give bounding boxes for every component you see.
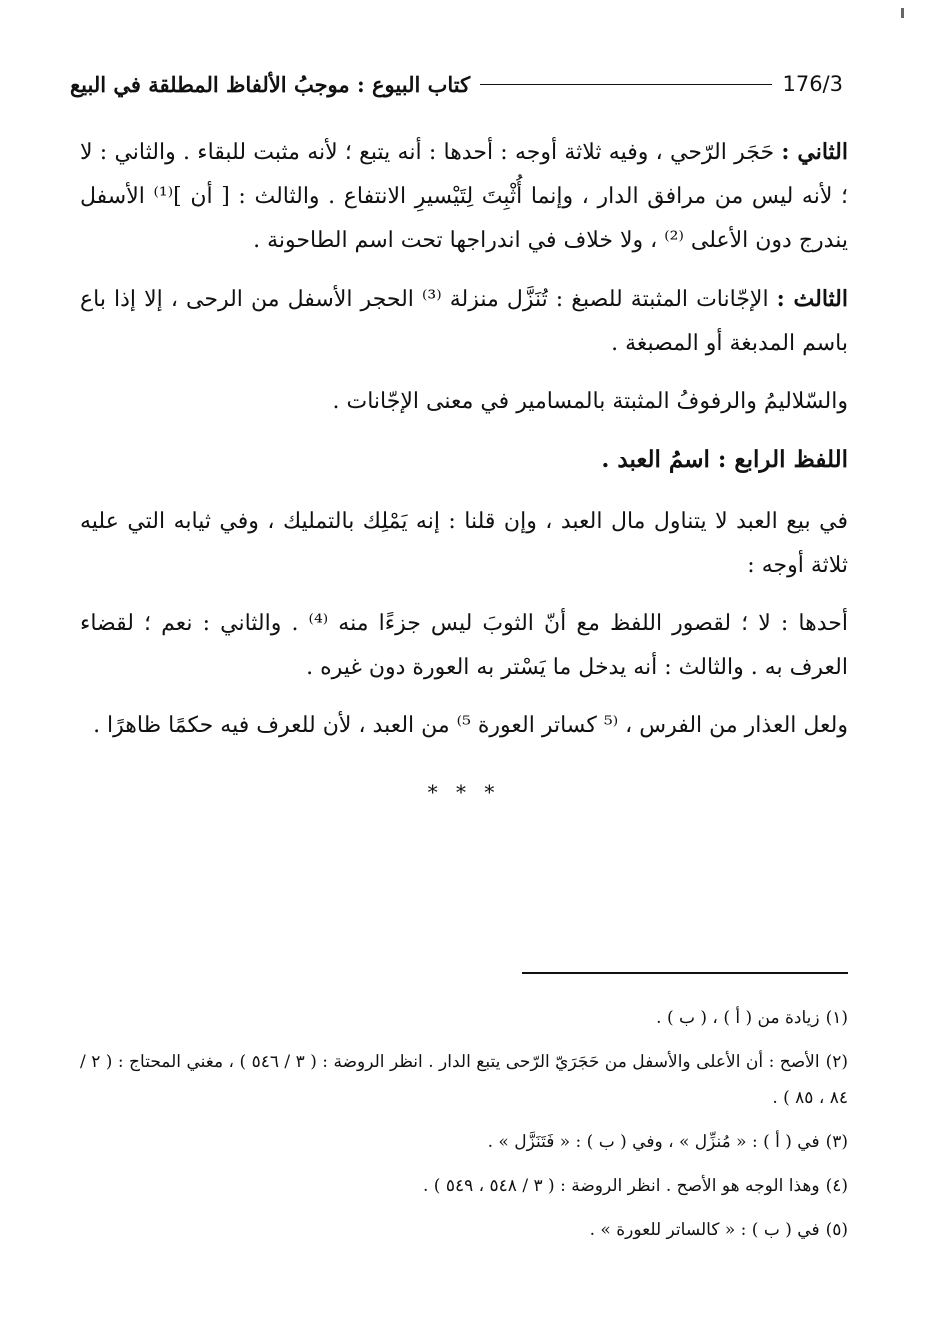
paragraph-lead: الثاني : — [781, 139, 848, 165]
footnote-rule — [522, 972, 848, 974]
footnote-text: في ( أ ) : « مُنزِّل » ، وفي ( ب ) : « فَتَنَزَّل » . — [487, 1132, 820, 1152]
paragraph-text: حَجَر الرّحي ، وفيه ثلاثة أوجه : أحدها : أنه يتبع ؛ لأنه مثبت للبقاء . والثاني : لا ؛ لأنه ليس من مرافق الدار ، وإنما أُثْبِتَ لِتَيْسيرِ الانتفاع . والثالث : [ أن ]⁽¹⁾ الأسفل يندرج دون الأعلى ⁽²⁾ ، ولا خلاف في اندراجها تحت اسم الطاحونة . — [80, 140, 848, 253]
footnote-number: (٢) — [825, 1052, 848, 1072]
section-heading: اللفظ الرابع : اسمُ العبد . — [601, 446, 848, 473]
footnote-number: (٥) — [825, 1220, 848, 1240]
footnotes — [80, 1000, 848, 1256]
paragraph-text: والسّلاليمُ والرفوفُ المثبتة بالمسامير في معنى الإجّانات . — [332, 389, 848, 414]
page-number: 176/3 — [782, 72, 843, 96]
footnote-number: (٤) — [825, 1176, 848, 1196]
footnote-1 — [80, 1000, 848, 1036]
section-separator: * * * — [427, 780, 501, 804]
paragraph-text: الإجّانات المثبتة للصبغ : تُنَزَّل منزلة ⁽³⁾ الحجر الأسفل من الرحى ، إلا إذا باع باسم المدبغة أو المصبغة . — [80, 287, 848, 356]
footnote-text: وهذا الوجه هو الأصح . انظر الروضة : ( ٣ / ٥٤٨ ، ٥٤٩ ) . — [423, 1176, 820, 1196]
footnote-text: زيادة من ( أ ) ، ( ب ) . — [656, 1008, 820, 1028]
footnote-4 — [80, 1168, 848, 1204]
footnote-text: في ( ب ) : « كالساتر للعورة » . — [589, 1220, 820, 1240]
header-rule — [480, 84, 772, 85]
footnote-2 — [80, 1044, 848, 1116]
footnote-5 — [80, 1212, 848, 1248]
paragraph-three-views: أحدها : لا ؛ لقصور اللفظ مع أنّ الثوبَ ليس جزءًا منه ⁽⁴⁾ . والثاني : نعم ؛ لقضاء العرف به . والثالث : أنه يدخل ما يَسْتر به العورة دون غيره . — [80, 611, 848, 680]
corner-mark — [901, 8, 904, 18]
footnote-text: الأصح : أن الأعلى والأسفل من حَجَرَيّ الرّحى يتبع الدار . انظر الروضة : ( ٣ / ٥٤٦ ) ، مغني المحتاج : ( ٢ / ٨٤ ، ٨٥ ) . — [80, 1052, 848, 1108]
paragraph-ladders — [80, 380, 848, 424]
footnote-number: (٣) — [825, 1132, 848, 1152]
paragraph-second — [80, 130, 848, 263]
paragraph-slave-sale: في بيع العبد لا يتناول مال العبد ، وإن قلنا : إنه يَمْلِك بالتمليك ، وفي ثيابه التي عليه ثلاثة أوجه : — [80, 509, 848, 578]
paragraph-third — [80, 277, 848, 366]
footnote-3 — [80, 1124, 848, 1160]
main-text — [80, 130, 848, 814]
paragraph-lead: الثالث : — [776, 286, 848, 312]
paragraph-bridle: ولعل العذار من الفرس ، ⁽⁵ كساتر العورة ⁵⁾ من العبد ، لأن للعرف فيه حكمًا ظاهرًا . — [93, 713, 848, 738]
running-header — [70, 66, 843, 102]
header-title: كتاب البيوع : موجبُ الألفاظ المطلقة في البيع — [70, 71, 471, 97]
footnote-number: (١) — [825, 1008, 848, 1028]
